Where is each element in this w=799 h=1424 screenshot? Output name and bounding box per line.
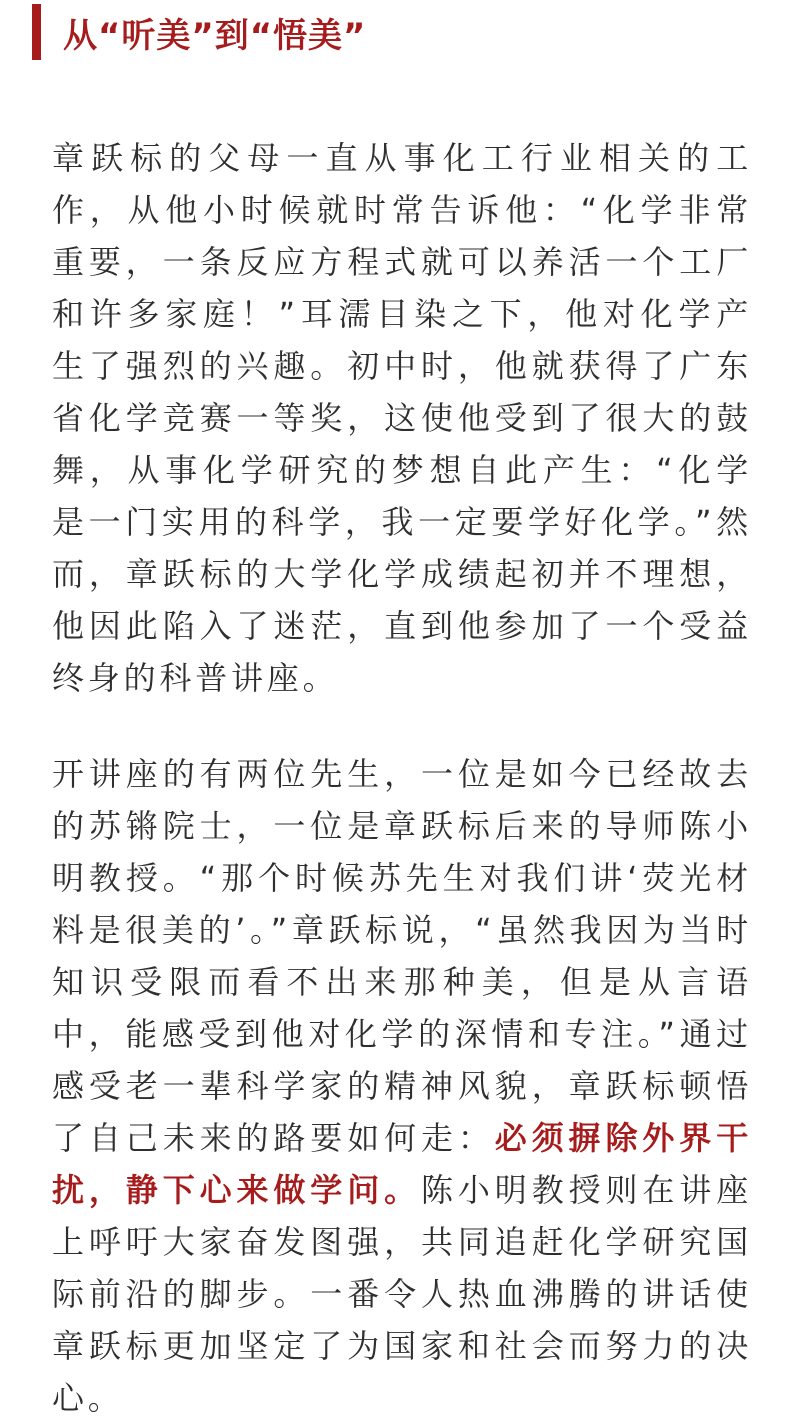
emphasis-quote: 必须摒除外界干扰，静下心来做学问。 [52, 1119, 752, 1209]
paragraph-2-text-after: 陈小明教授则在讲座上呼吁大家奋发图强，共同追赶化学研究国际前沿的脚步。一番令人热血沸腾的讲话使章跃标更加坚定了为国家和社会而努力的决心。 [52, 1171, 752, 1417]
accent-bar [32, 4, 41, 60]
section-heading [32, 4, 366, 60]
section-title: 从“听美”到“悟美” [63, 15, 367, 56]
paragraph-2 [52, 748, 752, 1424]
paragraph-2-text-before: 开讲座的有两位先生，一位是如今已经故去的苏锵院士，一位是章跃标后来的导师陈小明教授。“那个时候苏先生对我们讲‘荧光材料是很美的’。”章跃标说，“虽然我因为当时知识受限而看不出来那种美，但是从言语中，能感受到他对化学的深情和专注。”通过感受老一辈科学家的精神风貌，章跃标顿悟了自己未来的路要如何走： [52, 755, 752, 1157]
paragraph-1: 章跃标的父母一直从事化工行业相关的工作，从他小时候就时常告诉他：“化学非常重要，一条反应方程式就可以养活一个工厂和许多家庭！”耳濡目染之下，他对化学产生了强烈的兴趣。初中时，他就获得了广东省化学竞赛一等奖，这使他受到了很大的鼓舞，从事化学研究的梦想自此产生：“化学是一门实用的科学，我一定要学好化学。”然而，章跃标的大学化学成绩起初并不理想，他因此陷入了迷茫，直到他参加了一个受益终身的科普讲座。 [52, 139, 752, 697]
